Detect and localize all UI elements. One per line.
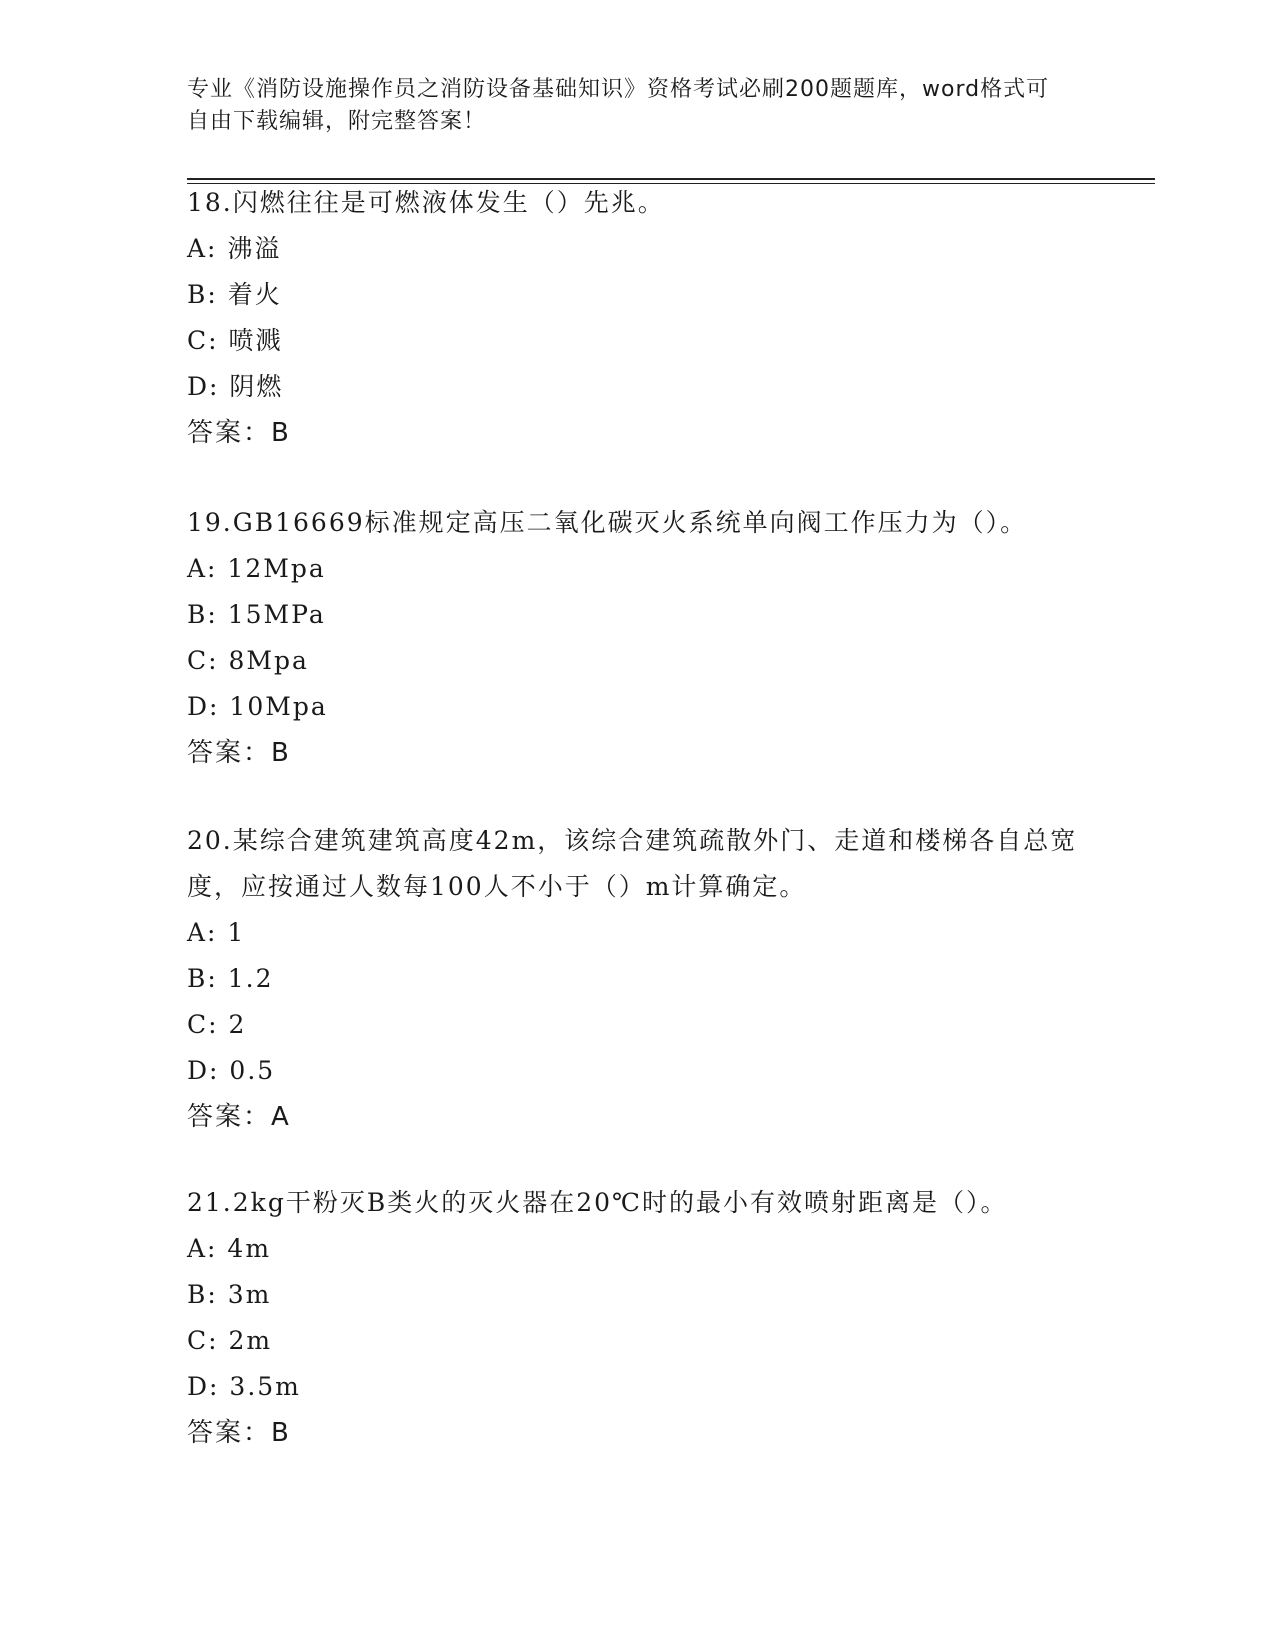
- option-a: A: 1: [187, 918, 246, 947]
- option-b: B: 3m: [187, 1280, 272, 1309]
- option-c: C: 8Mpa: [187, 646, 309, 675]
- question-21: [187, 1180, 1087, 1456]
- question-20: [187, 818, 1087, 1140]
- option-d: D: 阴燃: [187, 372, 284, 401]
- option-b: B: 着火: [187, 280, 282, 309]
- option-a: A: 沸溢: [187, 234, 282, 263]
- option-c: C: 喷溅: [187, 326, 283, 355]
- question-stem: 20.某综合建筑建筑高度42m，该综合建筑疏散外门、走道和楼梯各自总宽度，应按通过人数每100人不小于（）m计算确定。: [187, 826, 1078, 901]
- question-18: [187, 180, 1087, 456]
- option-d: D: 10Mpa: [187, 692, 328, 721]
- answer: 答案：B: [187, 418, 291, 448]
- answer: 答案：A: [187, 1102, 291, 1132]
- question-stem: 19.GB16669标准规定高压二氧化碳灭火系统单向阀工作压力为（）。: [187, 508, 1028, 537]
- option-b: B: 15MPa: [187, 600, 326, 629]
- option-a: A: 12Mpa: [187, 554, 326, 583]
- option-c: C: 2m: [187, 1326, 273, 1355]
- question-stem: 21.2kg干粉灭B类火的灭火器在20℃时的最小有效喷射距离是（）。: [187, 1188, 1008, 1217]
- question-stem: 18.闪燃往往是可燃液体发生（）先兆。: [187, 188, 665, 217]
- option-a: A: 4m: [187, 1234, 272, 1263]
- option-b: B: 1.2: [187, 964, 274, 993]
- option-c: C: 2: [187, 1010, 247, 1039]
- question-19: [187, 500, 1087, 776]
- answer: 答案：B: [187, 1418, 291, 1448]
- option-d: D: 0.5: [187, 1056, 276, 1085]
- answer: 答案：B: [187, 738, 291, 768]
- option-d: D: 3.5m: [187, 1372, 301, 1401]
- document-header: 专业《消防设施操作员之消防设备基础知识》资格考试必刷200题题库，word格式可自由下载编辑，附完整答案！: [187, 77, 1050, 134]
